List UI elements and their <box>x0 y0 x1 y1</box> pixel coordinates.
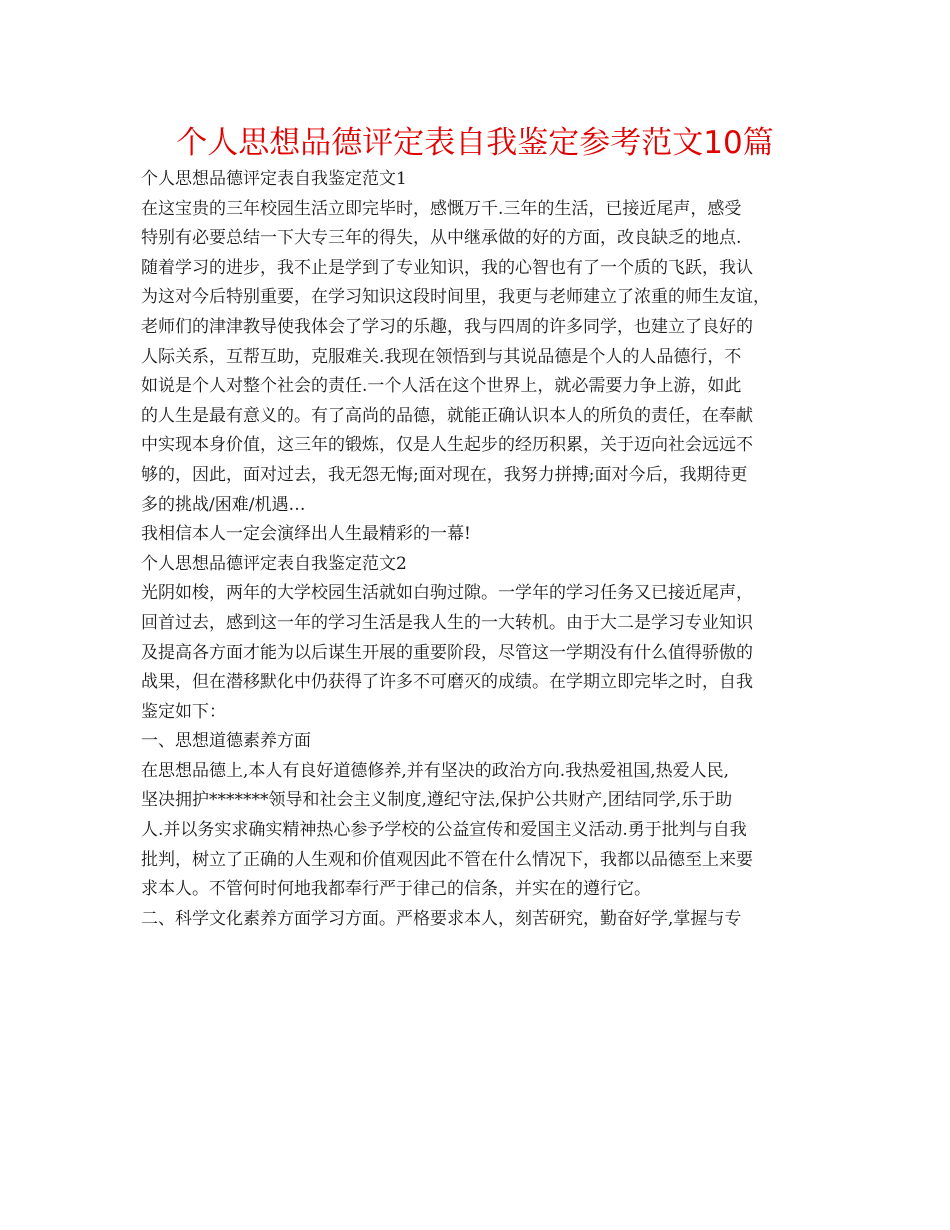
text-line: 中实现本身价值，这三年的锻炼，仅是人生起步的经历积累，关于迈向社会远远不 <box>141 435 753 456</box>
text-line: 的人生是最有意义的。有了高尚的品德，就能正确认识本人的所负的责任，在奉献 <box>141 405 753 426</box>
text-line: 回首过去，感到这一年的学习生活是我人生的一大转机。由于大二是学习专业知识 <box>141 612 753 633</box>
text-line: 二、科学文化素养方面学习方面。严格要求本人，刻苦研究，勤奋好学,掌握与专 <box>141 908 742 929</box>
text-line: 我相信本人一定会演绎出人生最精彩的一幕! <box>141 524 471 545</box>
text-line: 多的挑战/困难/机遇… <box>141 494 306 515</box>
text-line: 求本人。不管何时何地我都奉行严于律己的信条，并实在的遵行它。 <box>141 879 651 900</box>
document-body <box>141 165 821 934</box>
text-line: 坚决拥护*******领导和社会主义制度,遵纪守法,保护公共财产,团结同学,乐于助 <box>141 790 733 811</box>
text-line: 个人思想品德评定表自我鉴定范文1 <box>141 169 407 189</box>
text-line: 特别有必要总结一下大专三年的得失，从中继承做的好的方面，改良缺乏的地点. <box>141 228 742 249</box>
text-line: 鉴定如下： <box>141 701 226 722</box>
text-line: 光阴如梭，两年的大学校园生活就如白驹过隙。一学年的学习任务又已接近尾声， <box>141 583 753 604</box>
text-line: 为这对今后特别重要，在学习知识这段时间里，我更与老师建立了浓重的师生友谊， <box>141 287 770 308</box>
document-title: 个人思想品德评定表自我鉴定参考范文10篇 <box>176 125 774 161</box>
text-line: 及提高各方面才能为以后谋生开展的重要阶段，尽管这一学期没有什么值得骄傲的 <box>141 642 753 663</box>
text-line: 随着学习的进步，我不止是学到了专业知识，我的心智也有了一个质的飞跃，我认 <box>141 257 753 278</box>
text-line: 战果，但在潜移默化中仍获得了许多不可磨灭的成绩。在学期立即完毕之时，自我 <box>141 672 753 693</box>
text-line: 一、思想道德素养方面 <box>141 731 311 752</box>
text-line: 批判，树立了正确的人生观和价值观因此不管在什么情况下，我都以品德至上来要 <box>141 849 753 870</box>
text-line: 在这宝贵的三年校园生活立即完毕时，感慨万千.三年的生活，已接近尾声，感受 <box>141 198 742 219</box>
text-line: 老师们的津津教导使我体会了学习的乐趣，我与四周的许多同学，也建立了良好的 <box>141 316 753 337</box>
text-line: 人.并以务实求确实精神热心参予学校的公益宣传和爱国主义活动.勇于批判与自我 <box>141 820 747 841</box>
text-line: 个人思想品德评定表自我鉴定范文2 <box>141 553 407 574</box>
text-line: 人际关系，互帮互助，克服难关.我现在领悟到与其说品德是个人的人品德行，不 <box>141 346 742 367</box>
text-line: 如说是个人对整个社会的责任.一个人活在这个世界上，就必需要力争上游，如此 <box>141 376 742 397</box>
text-line: 够的，因此，面对过去，我无怨无悔;面对现在，我努力拼搏;面对今后，我期待更 <box>141 464 748 485</box>
text-line: 在思想品德上,本人有良好道德修养,并有坚决的政治方向.我热爱祖国,热爱人民, <box>141 760 730 781</box>
